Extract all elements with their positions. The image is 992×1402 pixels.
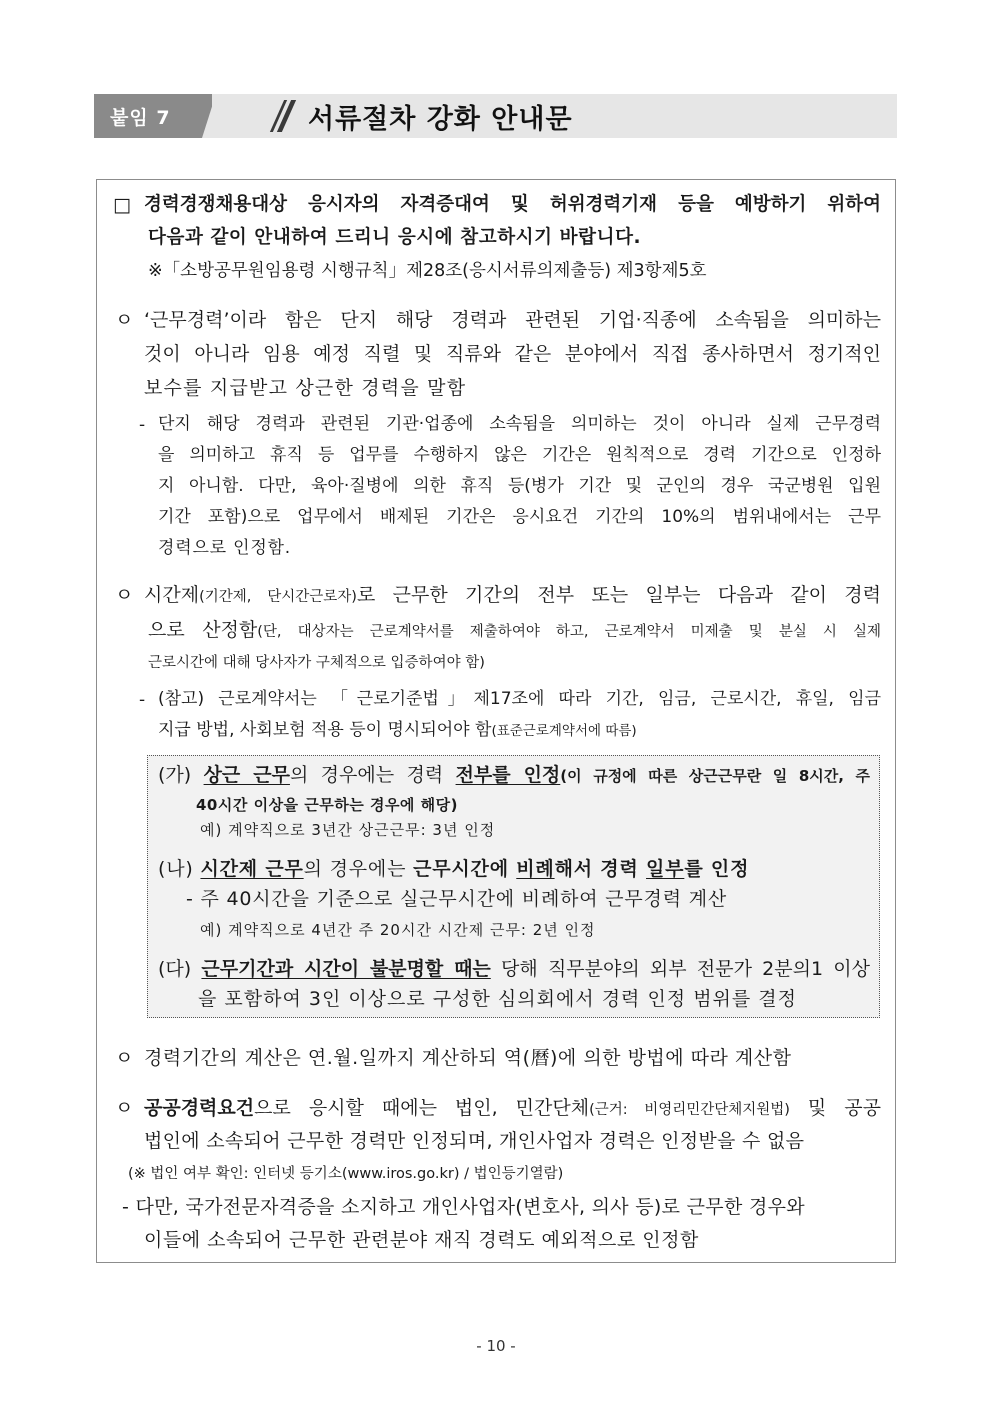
detail-line (158, 719, 637, 742)
text-part: 를 인정 (684, 858, 750, 880)
rule-ga-line: 40시간 이상을 근무하는 경우에 해당) (196, 796, 458, 814)
detail-line: 지 아니함. 다만, 육아·질병에 의한 휴직 등(병가 기간 및 군인의 경우 국군병원 입원 (158, 476, 881, 496)
paragraph-line: 법인에 소속되어 근무한 경력만 인정되며, 개인사업자 경력은 인정받을 수 없음 (144, 1130, 805, 1152)
text-part: 해서 경력 (554, 858, 647, 880)
rule-da-line: 을 포함하여 3인 이상으로 구성한 심의회에서 경력 인정 범위를 결정 (198, 988, 798, 1010)
detail-line: 단지 해당 경력과 관련된 기관·업종에 소속됨을 의미하는 것이 아니라 실제 근무경력 (158, 414, 881, 434)
page-number: - 10 - (476, 1337, 516, 1355)
detail-line: - 다만, 국가전문자격증을 소지하고 개인사업자(변호사, 의사 등)로 근무한 경우와 (122, 1196, 805, 1218)
text-part: 지급 방법, 사회보험 적용 등이 명시되어야 함 (158, 720, 492, 740)
text-part: 근무기간과 시간이 불분명할 때는 (201, 958, 491, 980)
detail-line: (참고) 근로계약서는 「근로기준법」제17조에 따라 기간, 임금, 근로시간, 휴일, 임금 (158, 689, 881, 709)
text-part: 으로 응시할 때에는 법인, 민간단체 (254, 1097, 590, 1119)
bullet-marker: ㅇ (115, 584, 134, 606)
bullet-marker: ㅇ (115, 1097, 134, 1119)
legal-reference: ※「소방공무원임용령 시행규칙」제28조(응시서류의제출등) 제3항제5호 (148, 261, 707, 281)
section-header (94, 94, 897, 138)
rule-label: (나) (158, 858, 194, 880)
text-part: 의 경우에는 경력 (289, 764, 456, 786)
text-part: 시간제 (144, 584, 200, 606)
text-part: (기간제, 단시간근로자) (199, 589, 357, 605)
text-part: 근무시간에 (413, 858, 517, 880)
text-part: (이 규정에 따른 상근근무란 일 8시간, 주 (560, 767, 870, 785)
bullet-marker: ㅇ (115, 309, 134, 331)
detail-line: 기간 포함)으로 업무에서 배제된 기간은 응시요건 기간의 10%의 범위내에서는 근무 (158, 507, 881, 527)
text-part: (표준근로계약서에 따름) (491, 723, 637, 739)
paragraph-line: 것이 아니라 임용 예정 직렬 및 직류와 같은 분야에서 직접 종사하면서 정기적인 (144, 343, 881, 365)
paragraph-line: 근로시간에 대해 당사자가 구체적으로 입증하여야 함) (148, 655, 485, 671)
intro-line: 경력경쟁채용대상 응시자의 자격증대여 및 허위경력기재 등을 예방하기 위하여 (144, 194, 881, 215)
text-part: (근거: 비영리민간단체지원법) (589, 1102, 790, 1118)
intro-marker: □ (113, 194, 131, 216)
dash-marker: - (139, 415, 146, 435)
text-part: 공공경력요건 (144, 1097, 255, 1119)
text-part: 으로 산정함 (148, 619, 258, 641)
paragraph-line (148, 618, 881, 644)
detail-line: 을 의미하고 휴직 등 업무를 수행하지 않은 기간은 원칙적으로 경력 기간으로 인정하 (158, 445, 881, 465)
rule-label: (가) (158, 764, 192, 786)
text-part: 의 경우에는 (303, 858, 414, 880)
example-line: 예) 계약직으로 4년간 주 20시간 시간제 근무: 2년 인정 (200, 921, 596, 939)
text-part: 및 공공 (789, 1097, 881, 1119)
rule-label: (다) (158, 958, 192, 980)
detail-line: 이들에 소속되어 근무한 관련분야 재직 경력도 예외적으로 인정함 (144, 1229, 699, 1251)
text-part: 로 근무한 기간의 전부 또는 일부는 다음과 같이 경력 (356, 584, 881, 606)
paragraph-line: ‘근무경력’이라 함은 단지 해당 경력과 관련된 기업·직종에 소속됨을 의미하는 (144, 309, 881, 331)
paragraph-line: 보수를 지급받고 상근한 경력을 말함 (144, 377, 467, 399)
rule-na-detail: - 주 40시간을 기준으로 실근무시간에 비례하여 근무경력 계산 (186, 888, 728, 910)
badge-slant (202, 94, 216, 138)
rule-na-line (158, 857, 749, 881)
appendix-badge-label: 붙임 7 (110, 107, 171, 129)
text-part: 일부 (646, 858, 685, 880)
detail-line: 경력으로 인정함. (158, 538, 291, 558)
text-part: 비례 (516, 858, 555, 880)
paragraph-line (144, 583, 881, 609)
example-line: 예) 계약직으로 3년간 상근근무: 3년 인정 (200, 821, 496, 839)
text-part: 상근 근무 (203, 764, 290, 786)
paragraph-line: 경력기간의 계산은 연.월.일까지 계산하되 역(曆)에 의한 방법에 따라 계산함 (144, 1047, 792, 1069)
paragraph-line (144, 1096, 881, 1122)
bullet-marker: ㅇ (115, 1047, 134, 1069)
rule-ga-line (158, 763, 870, 788)
registry-note: (※ 법인 여부 확인: 인터넷 등기소(www.iros.go.kr) / 법인등기열람) (128, 1166, 564, 1182)
text-part: (단, 대상자는 근로계약서를 제출하여야 하고, 근로계약서 미제출 및 분실 시 실제 (257, 624, 881, 640)
intro-line: 다음과 같이 안내하여 드리니 응시에 참고하시기 바랍니다. (148, 227, 642, 248)
dash-marker: - (139, 690, 146, 710)
text-part: 당해 직무분야의 외부 전문가 2분의1 이상 (490, 958, 870, 980)
text-part: 전부를 인정 (455, 764, 561, 786)
text-part: 시간제 근무 (200, 858, 304, 880)
rule-da-line (158, 957, 870, 981)
page-title: 서류절차 강화 안내문 (308, 104, 573, 135)
